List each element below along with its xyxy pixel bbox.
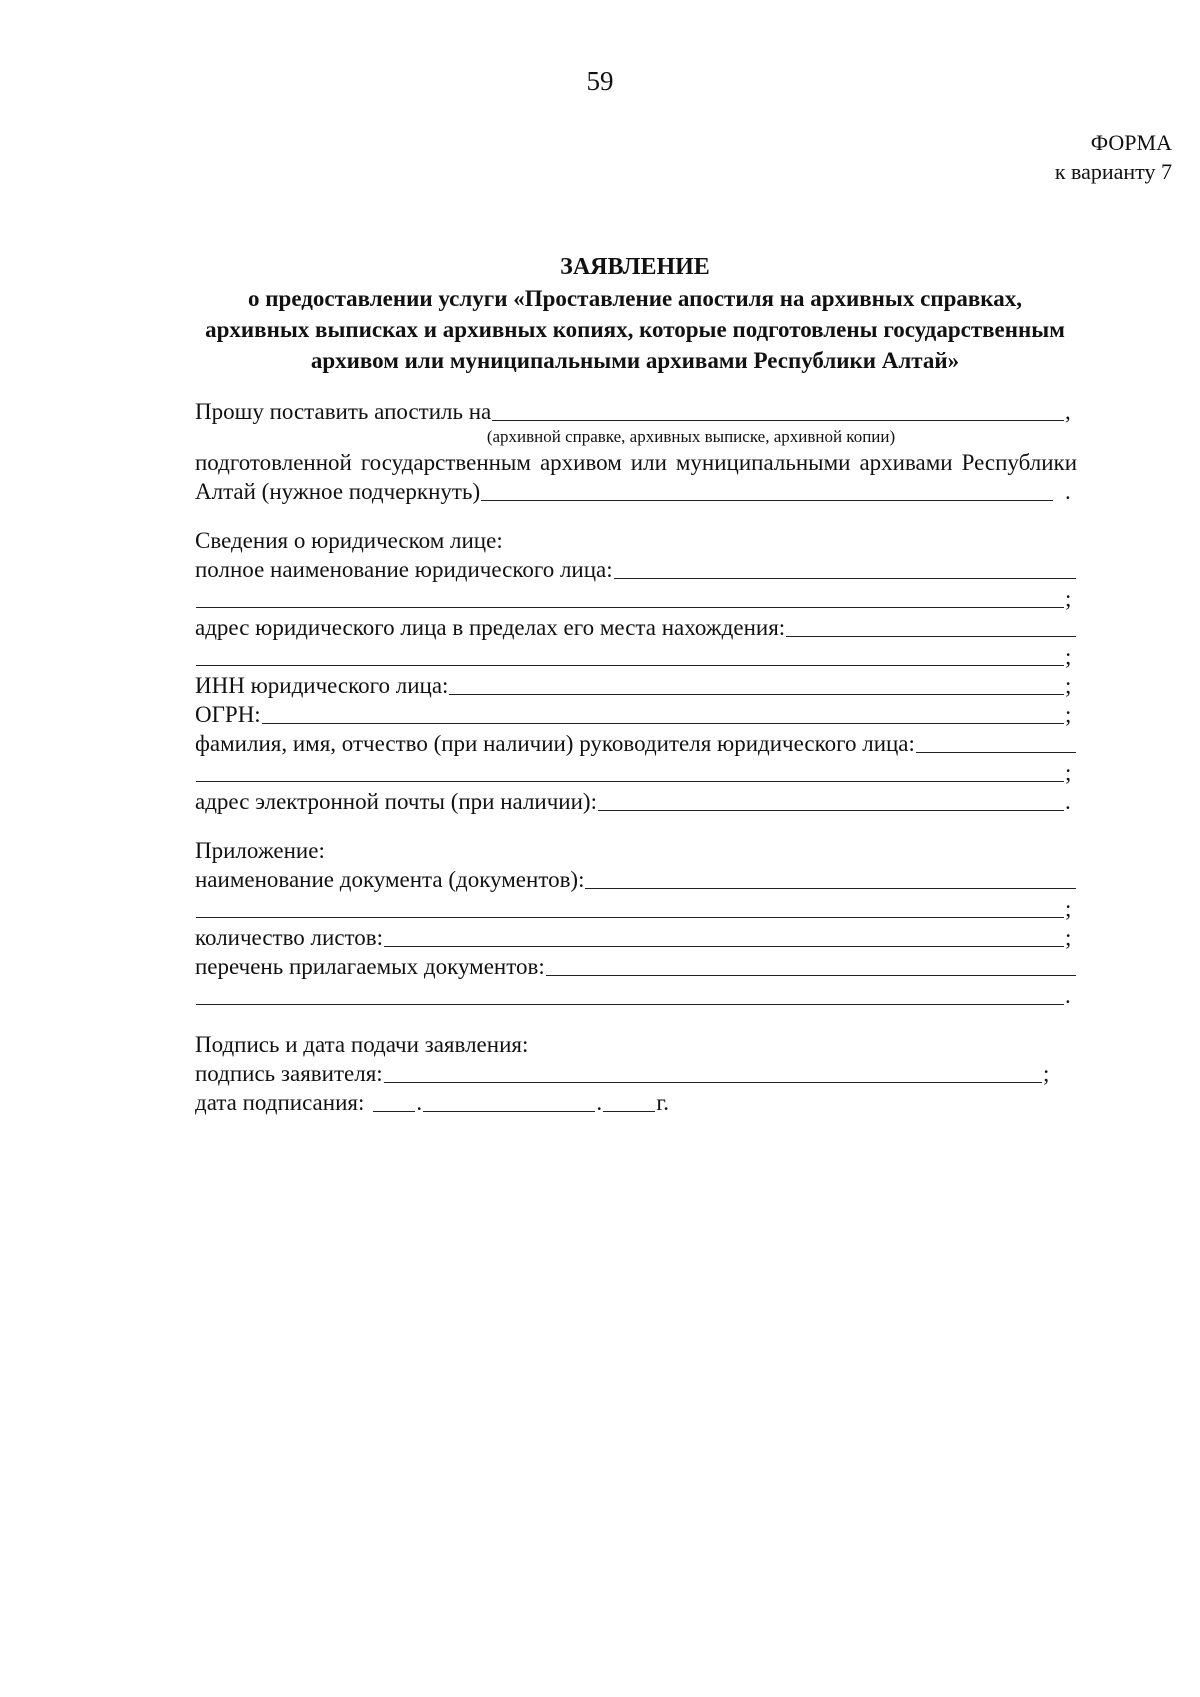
date-day-field[interactable] [373, 1090, 415, 1112]
semicolon-mark: ; [1065, 925, 1072, 950]
document-title-block [190, 252, 1080, 376]
apostille-label: Прошу поставить апостиль на [195, 399, 492, 424]
doc-name-row-2 [195, 894, 1077, 923]
comma-mark: , [1065, 399, 1071, 424]
dot-mark: . [596, 1090, 603, 1115]
address-label: адрес юридического лица в пределах его места нахождения: [195, 615, 786, 640]
period-mark: . [1065, 789, 1071, 814]
doc-list-label: перечень прилагаемых документов: [195, 954, 545, 979]
semicolon-mark: ; [1065, 673, 1072, 698]
doc-name-row [195, 865, 1077, 894]
email-label: адрес электронной почты (при наличии): [195, 789, 597, 814]
period-mark: . [1065, 983, 1071, 1008]
full-name-row [195, 555, 1077, 584]
head-name-field[interactable] [916, 731, 1076, 753]
dot-mark: . [416, 1090, 423, 1115]
subtitle-line-1: о предоставлении услуги «Проставление апостиля на архивных справках, [248, 286, 1022, 311]
year-suffix: г. [656, 1090, 669, 1115]
attachment-heading-row [195, 836, 1077, 865]
email-field[interactable] [598, 789, 1064, 811]
semicolon-mark: ; [1065, 586, 1072, 611]
document-title: ЗАЯВЛЕНИЕ [560, 254, 710, 280]
doc-name-field[interactable] [585, 867, 1076, 889]
subtitle-line-3: архивом или муниципальными архивами Республики Алтай» [310, 348, 960, 373]
inn-field[interactable] [449, 673, 1064, 695]
attachment-heading: Приложение: [195, 838, 325, 863]
applicant-signature-field[interactable] [384, 1061, 1042, 1083]
underline-label: Алтай (нужное подчеркнуть) [195, 479, 481, 504]
address-row [195, 613, 1077, 642]
address-field-continued[interactable] [196, 644, 1064, 666]
full-name-field-continued[interactable] [196, 586, 1064, 608]
address-field[interactable] [786, 615, 1076, 637]
semicolon-mark: ; [1065, 702, 1072, 727]
period-mark: . [1065, 479, 1071, 504]
sheets-row [195, 923, 1077, 952]
applicant-signature-label: подпись заявителя: [195, 1061, 383, 1086]
form-mark [1055, 128, 1172, 186]
signing-date-label: дата подписания: [195, 1090, 365, 1115]
doc-name-field-continued[interactable] [196, 896, 1064, 918]
sheets-field[interactable] [384, 925, 1064, 947]
sheets-label: количество листов: [195, 925, 384, 950]
signature-heading-row [195, 1030, 1077, 1059]
semicolon-mark: ; [1065, 760, 1072, 785]
doc-name-label: наименование документа (документов): [195, 867, 585, 892]
form-label: ФОРМА [1090, 130, 1172, 155]
semicolon-mark: ; [1065, 896, 1072, 921]
ogrn-field[interactable] [262, 702, 1064, 724]
ogrn-label: ОГРН: [195, 702, 261, 727]
request-continuation: подготовленной государственным архивом или муниципальными архивами Республики [195, 450, 1077, 475]
form-variant: к варианту 7 [1054, 159, 1172, 184]
head-name-row-2 [195, 758, 1077, 787]
date-year-field[interactable] [603, 1090, 655, 1112]
legal-entity-heading-row [195, 526, 1077, 555]
inn-label: ИНН юридического лица: [195, 673, 449, 698]
apostille-document-field[interactable] [492, 399, 1064, 421]
page-number: 59 [586, 66, 614, 96]
underline-field[interactable] [481, 479, 1053, 501]
full-name-field[interactable] [614, 557, 1076, 579]
underline-row [195, 477, 1077, 506]
signature-heading: Подпись и дата подачи заявления: [195, 1032, 529, 1057]
semicolon-mark: ; [1065, 644, 1072, 669]
full-name-label: полное наименование юридического лица: [195, 557, 613, 582]
date-month-field[interactable] [423, 1090, 595, 1112]
inn-row [195, 671, 1077, 700]
applicant-signature-row [195, 1059, 1055, 1088]
address-row-2 [195, 642, 1077, 671]
legal-entity-heading: Сведения о юридическом лице: [195, 528, 503, 553]
apostille-row [195, 397, 1077, 426]
head-name-row [195, 729, 1077, 758]
form-body [195, 397, 1077, 1117]
ogrn-row [195, 700, 1077, 729]
semicolon-mark: ; [1043, 1061, 1050, 1086]
head-name-field-continued[interactable] [196, 760, 1064, 782]
full-name-row-2 [195, 584, 1077, 613]
doc-list-field[interactable] [546, 954, 1076, 976]
subtitle-line-2: архивных выписках и архивных копиях, которые подготовлены государственным [205, 317, 1065, 342]
doc-list-row-2 [195, 981, 1077, 1010]
signing-date-row [195, 1088, 1077, 1117]
head-name-label: фамилия, имя, отчество (при наличии) руководителя юридического лица: [195, 731, 915, 756]
doc-list-row [195, 952, 1077, 981]
email-row [195, 787, 1077, 816]
doc-list-field-continued[interactable] [196, 983, 1064, 1005]
apostille-hint: (архивной справке, архивных выписке, архивной копии) [486, 427, 896, 446]
